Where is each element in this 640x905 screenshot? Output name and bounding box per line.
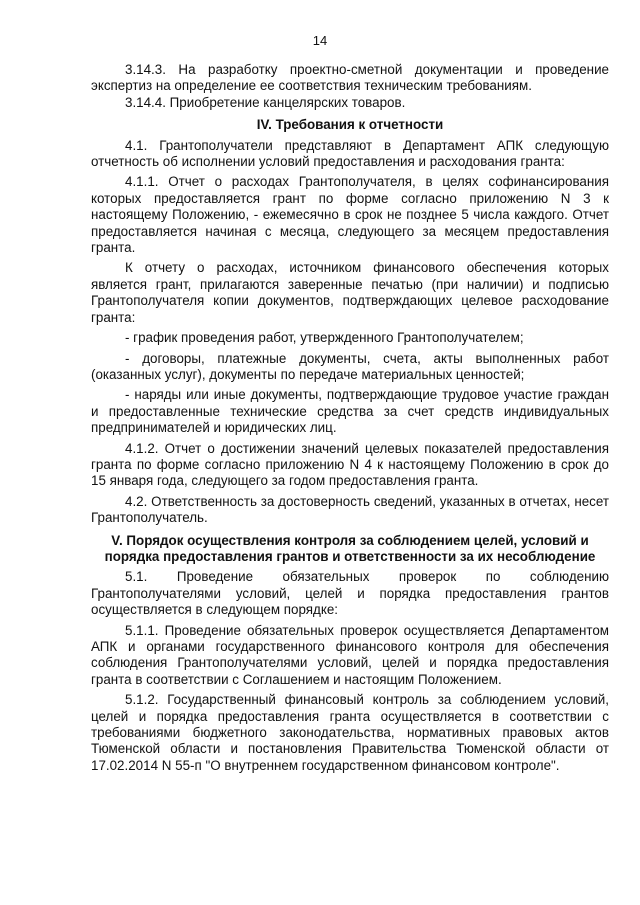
paragraph-5-1-2: 5.1.2. Государственный финансовый контроль за соблюдением условий, целей и порядка предоставления гранта осуществляется в соответствии с требованиями бюджетного законодательства, нормативных правовых актов Тюменской области и постановления Правительства Тюменской области от 17.02.2014 N 55-п "О внутреннем государственном финансовом контроле".: [91, 692, 609, 773]
paragraph-3-14-4: 3.14.4. Приобретение канцелярских товаров.: [125, 94, 406, 110]
paragraph-5-1: 5.1. Проведение обязательных проверок по соблюдению Грантополучателями условий, целей и порядка предоставления грантов осуществляется в следующем порядке:: [91, 569, 609, 618]
paragraph-4-1: 4.1. Грантополучатели представляют в Департамент АПК следующую отчетность об исполнении условий предоставления и расходования гранта:: [91, 137, 609, 170]
section-5-heading: V. Порядок осуществления контроля за соблюдением целей, условий и порядка предоставления грантов и ответственности за их несоблюдение: [104, 532, 596, 564]
paragraph-4-1-2: 4.1.2. Отчет о достижении значений целевых показателей предоставления гранта по форме согласно приложению N 4 к настоящему Положению в срок до 15 января года, следующего за годом предоставления гранта.: [91, 440, 609, 489]
document-body: [91, 62, 609, 774]
paragraph-5-1-1: 5.1.1. Проведение обязательных проверок осуществляется Департаментом АПК и органами государственного финансового контроля для обеспечения соблюдения Грантополучателями условий, целей и порядка предоставления гранта в соответствии с Соглашением и настоящим Положением.: [91, 622, 609, 687]
page-number: 14: [312, 33, 328, 48]
list-item-work-schedule: - график проведения работ, утвержденного Грантополучателем;: [125, 330, 524, 346]
list-item-work-orders: - наряды или иные документы, подтверждающие трудовое участие граждан и предоставленные технические средства за счет средств индивидуальных предпринимателей и юридических лиц.: [91, 387, 609, 436]
paragraph-4-2: 4.2. Ответственность за достоверность сведений, указанных в отчетах, несет Грантополучатель.: [91, 493, 609, 526]
paragraph-3-14-3: 3.14.3. На разработку проектно-сметной документации и проведение экспертиз на определение ее соответствия техническим требованиям.: [91, 62, 609, 94]
section-4-heading: IV. Требования к отчетности: [256, 117, 444, 133]
paragraph-4-1-1: 4.1.1. Отчет о расходах Грантополучателя, в целях софинансирования которых предоставляется грант по форме согласно приложению N 3 к настоящему Положению, - ежемесячно в срок не позднее 5 числа каждого. Отчет предоставляется начиная с месяца, следующего за месяцем предоставления гранта.: [91, 174, 609, 256]
paragraph-report-attachments: К отчету о расходах, источником финансового обеспечения которых является грант, прилагаются заверенные печатью (при наличии) и подписью Грантополучателя копии документов, подтверждающих целевое расходование гранта:: [91, 260, 609, 325]
list-item-contracts: - договоры, платежные документы, счета, акты выполненных работ (оказанных услуг), документы по передаче материальных ценностей;: [91, 350, 609, 382]
